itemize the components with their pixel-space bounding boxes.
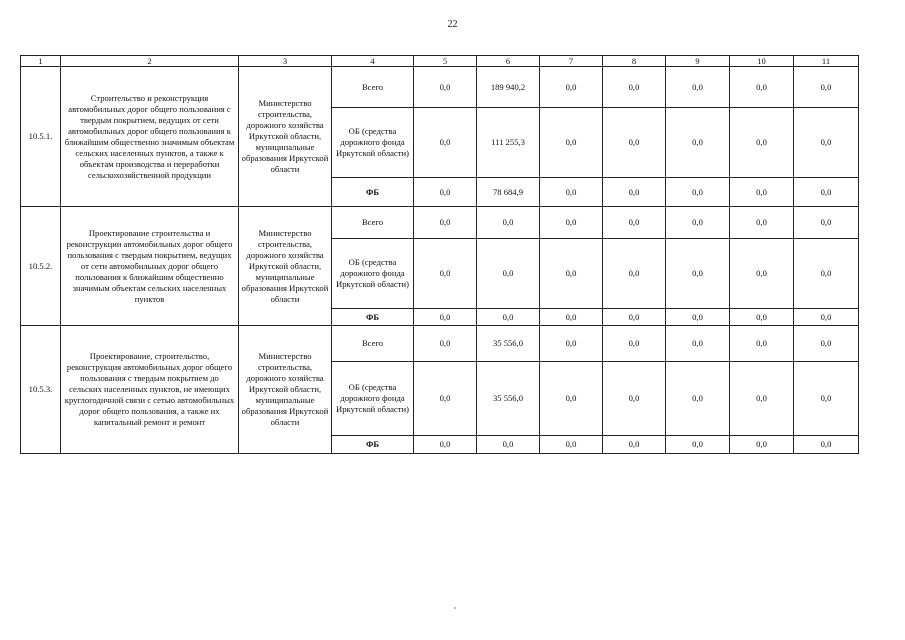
value-cell: 0,0 xyxy=(477,239,540,309)
section-description: Строительство и реконструкция автомобильных дорог общего пользования с твердым покрытием, ведущих от сети автомобильных дорог общего пользования к ближайшим общественно значимым объектам сельских населенных пунктов, а также к объектам производства и переработки сельскохозяйственной продукции xyxy=(61,67,239,207)
funding-source: ФБ xyxy=(332,178,414,207)
value-cell: 0,0 xyxy=(603,108,666,178)
value-cell: 111 255,3 xyxy=(477,108,540,178)
value-cell: 0,0 xyxy=(414,436,477,454)
page-number: 22 xyxy=(447,19,458,30)
value-cell: 0,0 xyxy=(666,326,730,362)
section-description: Проектирование, строительство, реконструкция автомобильных дорог общего пользования с твердым покрытием до сельских населенных пунктов, не имеющих круглогодичной связи с сетью автомобильных дорог общего пользования, а также их капитальный ремонт и ремонт xyxy=(61,326,239,454)
value-cell: 0,0 xyxy=(603,362,666,436)
column-header: 2 xyxy=(61,56,239,67)
value-cell: 0,0 xyxy=(794,239,859,309)
value-cell: 0,0 xyxy=(603,239,666,309)
table-row xyxy=(21,67,859,108)
funding-source: ОБ (средства дорожного фонда Иркутской области) xyxy=(332,362,414,436)
value-cell: 0,0 xyxy=(794,207,859,239)
value-cell: 0,0 xyxy=(540,178,603,207)
table-row xyxy=(21,326,859,362)
value-cell: 0,0 xyxy=(414,309,477,326)
value-cell: 0,0 xyxy=(730,207,794,239)
value-cell: 0,0 xyxy=(540,436,603,454)
table-header-row xyxy=(21,56,859,67)
section-description: Проектирование строительства и реконструкции автомобильных дорог общего пользования с твердым покрытием, ведущих от сети автомобильных дорог общего пользования к ближайшим общественно значимым объектам сельских населенных пунктов xyxy=(61,207,239,326)
section-number: 10.5.2. xyxy=(21,207,61,326)
value-cell: 0,0 xyxy=(414,178,477,207)
column-header: 3 xyxy=(239,56,332,67)
value-cell: 0,0 xyxy=(794,178,859,207)
value-cell: 0,0 xyxy=(414,239,477,309)
value-cell: 0,0 xyxy=(730,239,794,309)
funding-source: ОБ (средства дорожного фонда Иркутской области) xyxy=(332,108,414,178)
value-cell: 0,0 xyxy=(666,67,730,108)
value-cell: 0,0 xyxy=(603,207,666,239)
value-cell: 0,0 xyxy=(794,326,859,362)
value-cell: 0,0 xyxy=(477,309,540,326)
value-cell: 0,0 xyxy=(666,309,730,326)
value-cell: 0,0 xyxy=(666,362,730,436)
value-cell: 0,0 xyxy=(603,326,666,362)
section-responsible: Министерство строительства, дорожного хозяйства Иркутской области, муниципальные образования Иркутской области xyxy=(239,67,332,207)
value-cell: 0,0 xyxy=(477,436,540,454)
value-cell: 0,0 xyxy=(730,326,794,362)
funding-source: Всего xyxy=(332,67,414,108)
section-responsible: Министерство строительства, дорожного хозяйства Иркутской области, муниципальные образования Иркутской области xyxy=(239,326,332,454)
value-cell: 0,0 xyxy=(603,67,666,108)
column-header: 1 xyxy=(21,56,61,67)
value-cell: 0,0 xyxy=(730,67,794,108)
funding-source: Всего xyxy=(332,326,414,362)
value-cell: 35 556,0 xyxy=(477,362,540,436)
value-cell: 0,0 xyxy=(540,108,603,178)
value-cell: 0,0 xyxy=(414,207,477,239)
column-header: 4 xyxy=(332,56,414,67)
column-header: 7 xyxy=(540,56,603,67)
funding-source: Всего xyxy=(332,207,414,239)
value-cell: 0,0 xyxy=(666,207,730,239)
funding-source: ФБ xyxy=(332,436,414,454)
value-cell: 0,0 xyxy=(603,436,666,454)
value-cell: 78 684,9 xyxy=(477,178,540,207)
value-cell: 0,0 xyxy=(414,362,477,436)
value-cell: 0,0 xyxy=(540,309,603,326)
funding-source: ОБ (средства дорожного фонда Иркутской области) xyxy=(332,239,414,309)
value-cell: 0,0 xyxy=(540,239,603,309)
value-cell: 0,0 xyxy=(666,239,730,309)
value-cell: 35 556,0 xyxy=(477,326,540,362)
value-cell: 0,0 xyxy=(540,362,603,436)
value-cell: 0,0 xyxy=(414,108,477,178)
value-cell: 0,0 xyxy=(730,178,794,207)
value-cell: 0,0 xyxy=(603,178,666,207)
value-cell: 0,0 xyxy=(730,309,794,326)
column-header: 11 xyxy=(794,56,859,67)
value-cell: 0,0 xyxy=(666,178,730,207)
column-header: 10 xyxy=(730,56,794,67)
column-header: 5 xyxy=(414,56,477,67)
value-cell: 0,0 xyxy=(414,67,477,108)
value-cell: 0,0 xyxy=(794,436,859,454)
section-responsible: Министерство строительства, дорожного хозяйства Иркутской области, муниципальные образования Иркутской области xyxy=(239,207,332,326)
value-cell: 0,0 xyxy=(540,326,603,362)
value-cell: 0,0 xyxy=(730,362,794,436)
value-cell: 0,0 xyxy=(477,207,540,239)
value-cell: 0,0 xyxy=(414,326,477,362)
column-header: 8 xyxy=(603,56,666,67)
value-cell: 0,0 xyxy=(794,67,859,108)
value-cell: 0,0 xyxy=(540,207,603,239)
value-cell: 0,0 xyxy=(794,108,859,178)
column-header: 9 xyxy=(666,56,730,67)
value-cell: 0,0 xyxy=(794,362,859,436)
section-number: 10.5.1. xyxy=(21,67,61,207)
value-cell: 189 940,2 xyxy=(477,67,540,108)
value-cell: 0,0 xyxy=(794,309,859,326)
column-header: 6 xyxy=(477,56,540,67)
table-row xyxy=(21,207,859,239)
scan-speck xyxy=(454,607,456,609)
value-cell: 0,0 xyxy=(730,108,794,178)
value-cell: 0,0 xyxy=(540,67,603,108)
value-cell: 0,0 xyxy=(666,436,730,454)
budget-table xyxy=(20,55,859,454)
value-cell: 0,0 xyxy=(730,436,794,454)
value-cell: 0,0 xyxy=(666,108,730,178)
section-number: 10.5.3. xyxy=(21,326,61,454)
funding-source: ФБ xyxy=(332,309,414,326)
value-cell: 0,0 xyxy=(603,309,666,326)
